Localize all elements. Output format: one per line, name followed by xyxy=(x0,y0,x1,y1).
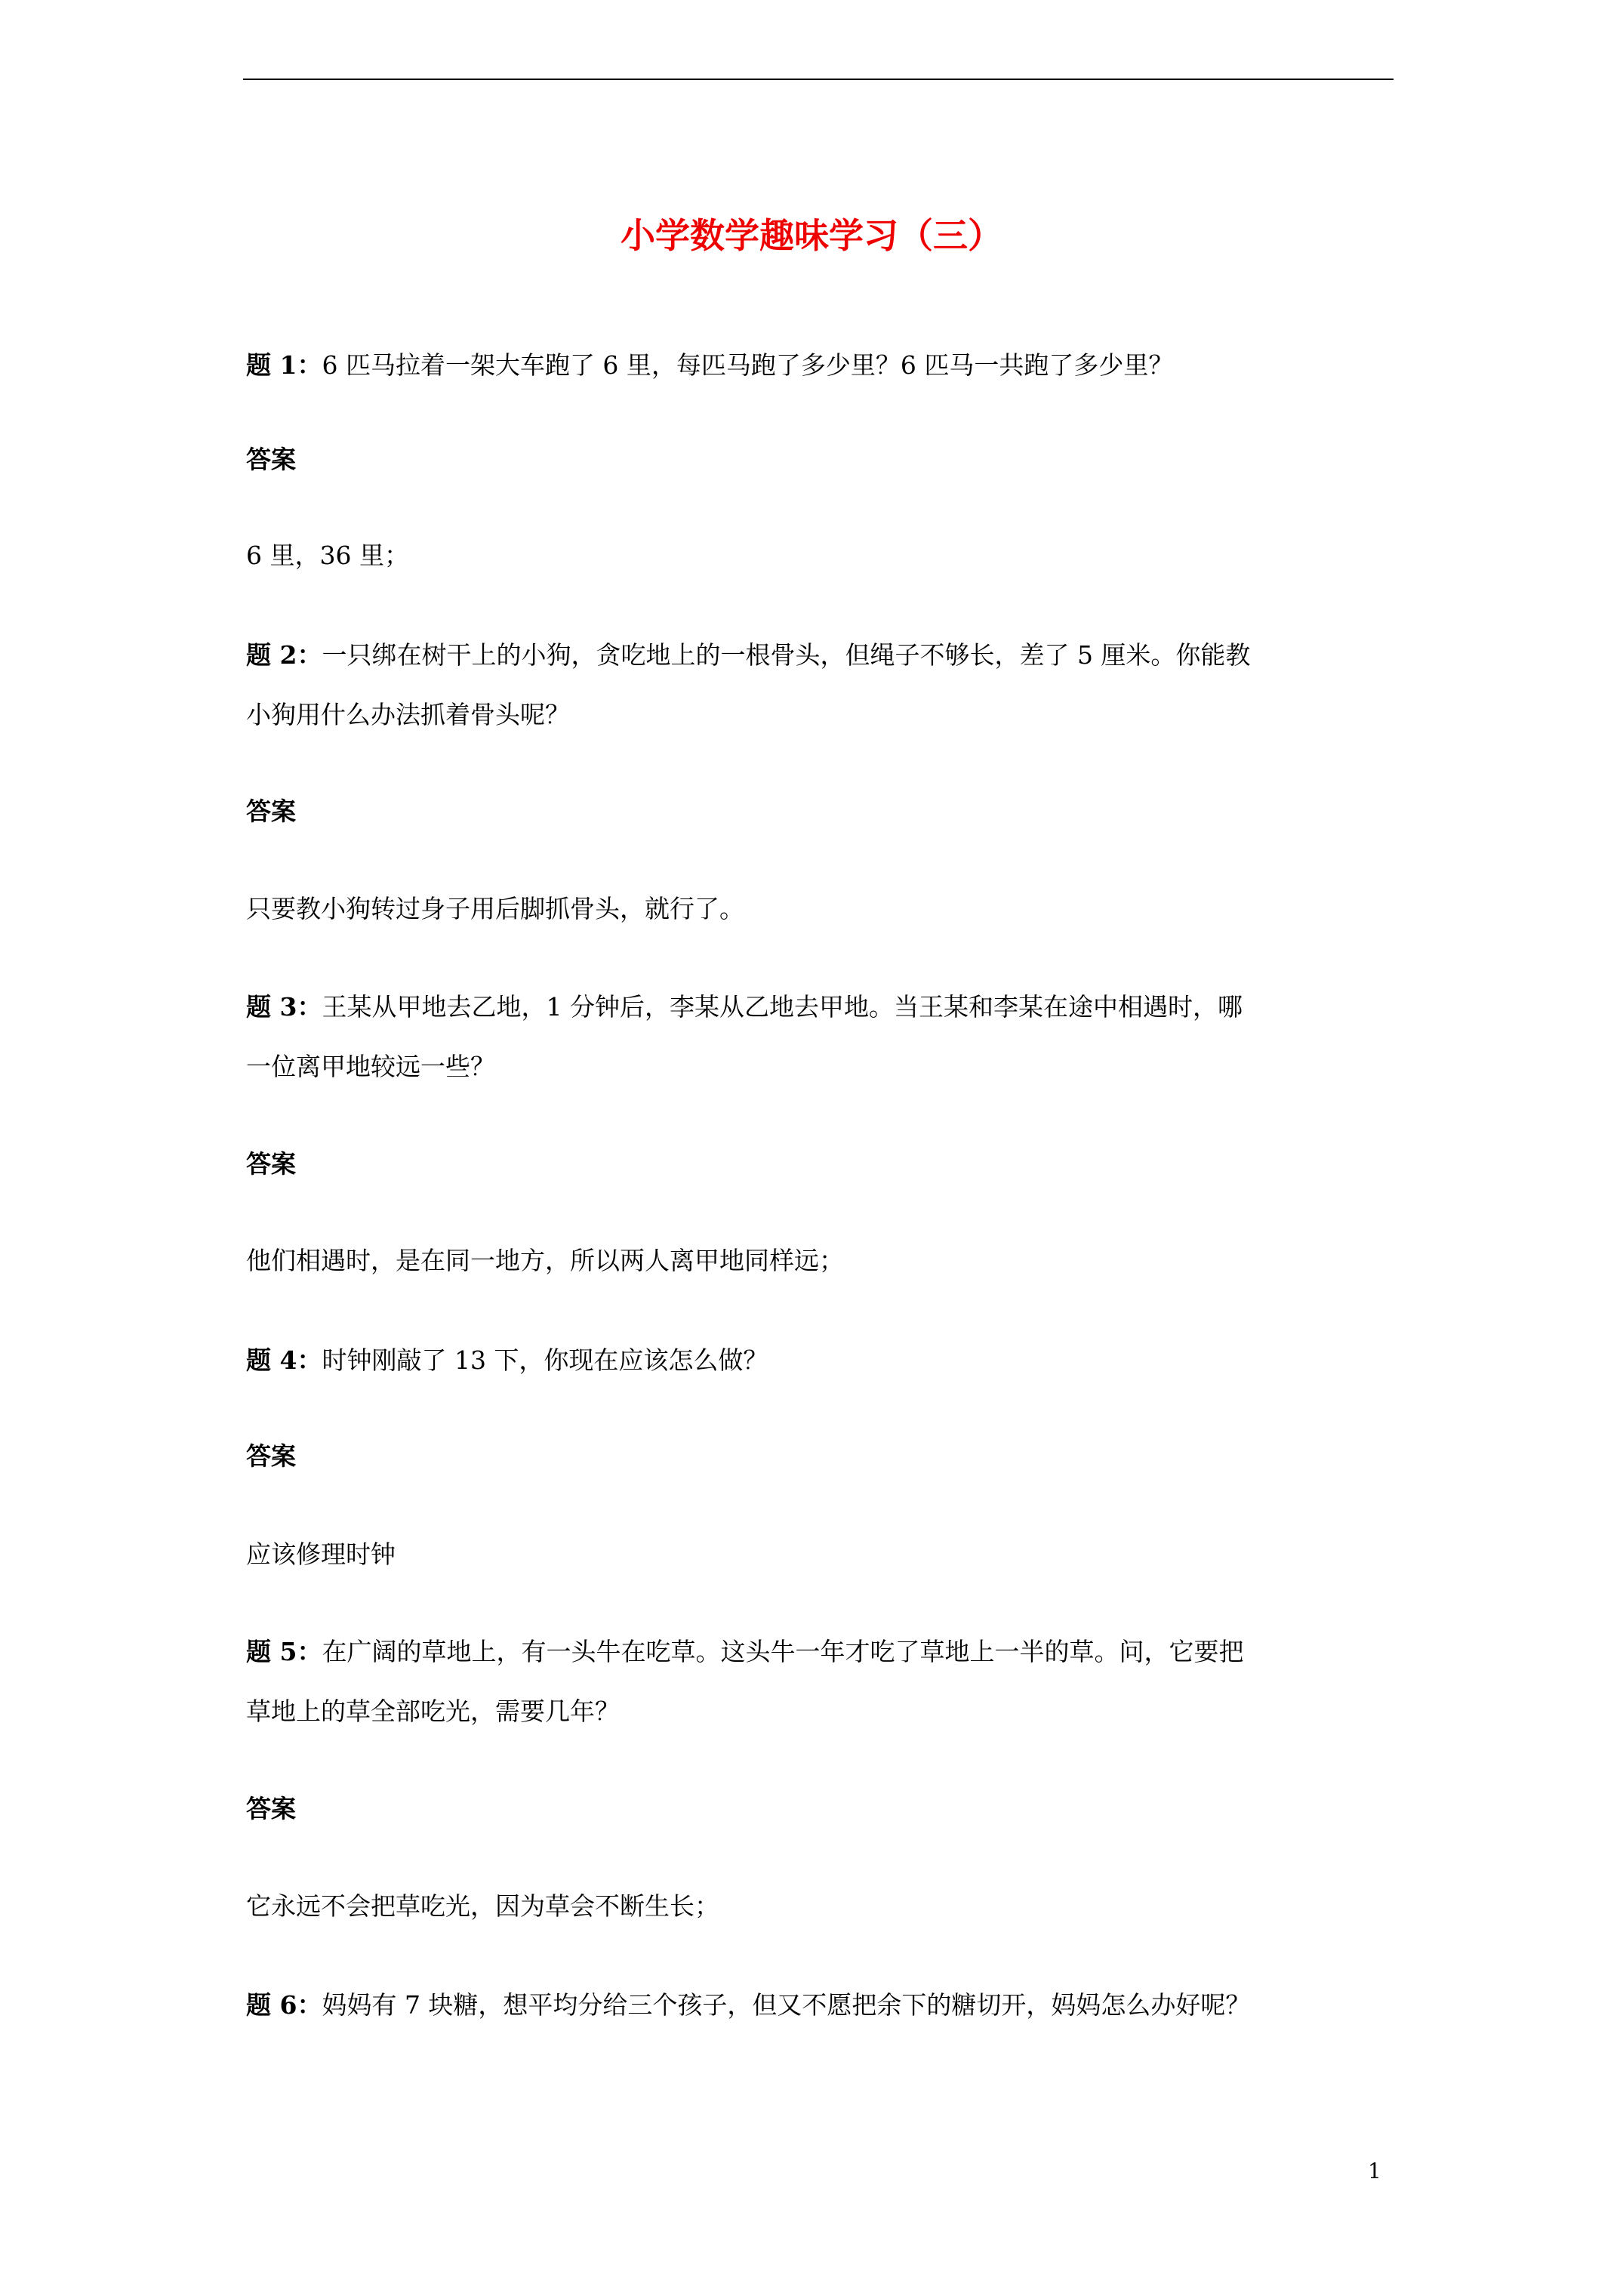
page-number: 1 xyxy=(1368,2159,1381,2184)
question-label: 题 2： xyxy=(246,640,322,670)
header-rule xyxy=(243,79,1394,80)
question-4 xyxy=(246,1344,768,1377)
answer-2: 只要教小狗转过身子用后脚抓骨头，就行了。 xyxy=(246,894,744,923)
answer-1: 6 里，36 里； xyxy=(246,541,409,570)
answer-heading: 答案 xyxy=(246,797,296,826)
page-title: 小学数学趣味学习（三） xyxy=(621,215,1002,256)
question-5-continued: 草地上的草全部吃光，需要几年？ xyxy=(246,1697,620,1726)
question-text: 在广阔的草地上，有一头牛在吃草。这头牛一年才吃了草地上一半的草。问，它要把 xyxy=(322,1637,1244,1666)
answer-heading: 答案 xyxy=(246,1794,296,1823)
answer-heading: 答案 xyxy=(246,1441,296,1471)
question-5 xyxy=(246,1635,1243,1669)
answer-5: 它永远不会把草吃光，因为草会不断生长； xyxy=(246,1891,719,1921)
answer-3: 他们相遇时，是在同一地方，所以两人离甲地同样远； xyxy=(246,1246,844,1275)
question-label: 题 3： xyxy=(246,992,322,1022)
question-label: 题 5： xyxy=(246,1637,322,1666)
question-3-continued: 一位离甲地较远一些？ xyxy=(246,1052,495,1081)
question-label: 题 1： xyxy=(246,350,322,380)
question-text: 妈妈有 7 块糖，想平均分给三个孩子，但又不愿把余下的糖切开，妈妈怎么办好呢？ xyxy=(322,1990,1251,2020)
question-text: 王某从甲地去乙地，1 分钟后，李某从乙地去甲地。当王某和李某在途中相遇时，哪 xyxy=(322,992,1243,1022)
question-text: 一只绑在树干上的小狗，贪吃地上的一根骨头，但绳子不够长，差了 5 厘米。你能教 xyxy=(322,640,1251,670)
question-1 xyxy=(246,349,1173,382)
question-label: 题 4： xyxy=(246,1345,322,1375)
question-6 xyxy=(246,1989,1250,2022)
question-text: 时钟刚敲了 13 下，你现在应该怎么做？ xyxy=(322,1345,768,1375)
question-3 xyxy=(246,991,1243,1024)
question-text: 6 匹马拉着一架大车跑了 6 里，每匹马跑了多少里？6 匹马一共跑了多少里？ xyxy=(322,350,1174,380)
answer-4: 应该修理时钟 xyxy=(246,1539,396,1569)
question-label: 题 6： xyxy=(246,1990,322,2020)
answer-heading: 答案 xyxy=(246,1149,296,1179)
answer-heading: 答案 xyxy=(246,445,296,474)
question-2 xyxy=(246,639,1250,672)
question-2-continued: 小狗用什么办法抓着骨头呢？ xyxy=(246,700,570,729)
